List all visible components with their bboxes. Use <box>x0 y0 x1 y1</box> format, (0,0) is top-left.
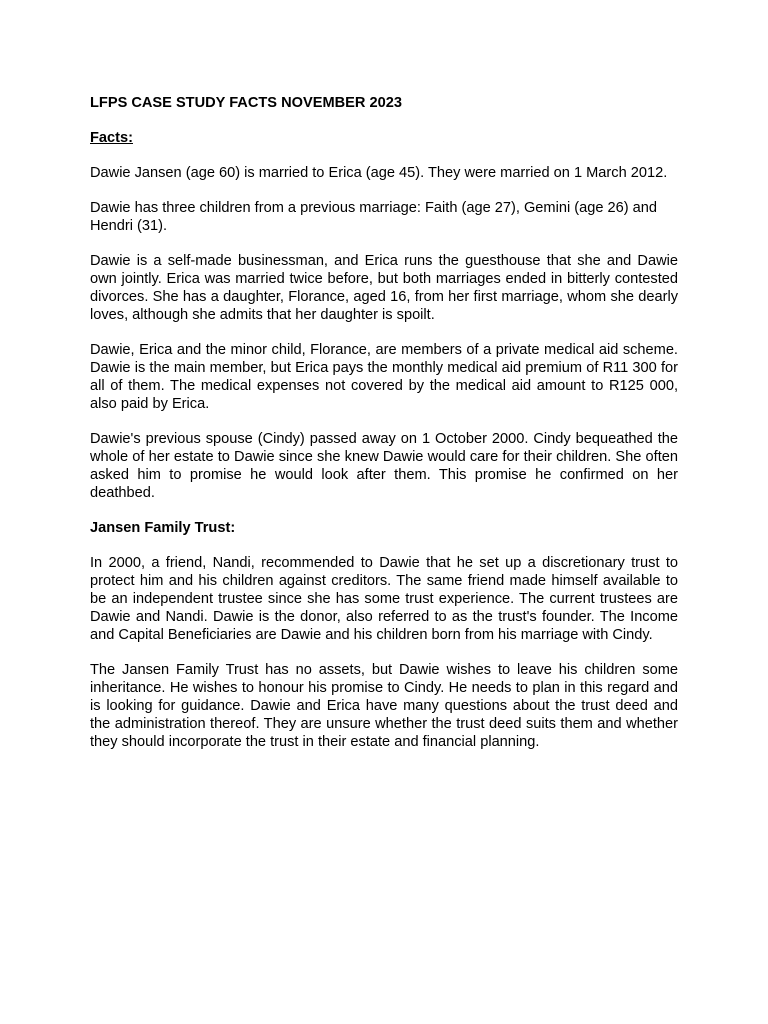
document-title: LFPS CASE STUDY FACTS NOVEMBER 2023 <box>90 95 402 111</box>
facts-paragraph: Dawie has three children from a previous marriage: Faith (age 27), Gemini (age 26) and Hendri (31). <box>90 200 657 234</box>
document-page <box>90 94 678 768</box>
facts-paragraph: Dawie, Erica and the minor child, Florance, are members of a private medical aid scheme. Dawie is the main member, but Erica pays the monthly medical aid premium of R11 300 for all of them. The medical expenses not covered by the medical aid amount to R125 000, also paid by Erica. <box>90 342 678 412</box>
trust-heading: Jansen Family Trust: <box>90 520 236 536</box>
trust-paragraph: In 2000, a friend, Nandi, recommended to Dawie that he set up a discretionary trust to protect him and his children against creditors. The same friend made himself available to be an independent trustee since she has some trust experience. The current trustees are Dawie and Nandi. Dawie is the donor, also referred to as the trust's founder. The Income and Capital Beneficiaries are Dawie and his children born from his marriage with Cindy. <box>90 555 678 643</box>
facts-paragraph: Dawie's previous spouse (Cindy) passed away on 1 October 2000. Cindy bequeathed the whole of her estate to Dawie since she knew Dawie would care for their children. She often asked him to promise he would look after them. This promise he confirmed on her deathbed. <box>90 431 678 501</box>
facts-paragraph: Dawie Jansen (age 60) is married to Erica (age 45). They were married on 1 March 2012. <box>90 165 668 181</box>
facts-paragraph: Dawie is a self-made businessman, and Erica runs the guesthouse that she and Dawie own jointly. Erica was married twice before, but both marriages ended in bitterly contested divorces. She has a daughter, Florance, aged 16, from her first marriage, whom she dearly loves, although she admits that her daughter is spoilt. <box>90 253 678 323</box>
trust-paragraph: The Jansen Family Trust has no assets, but Dawie wishes to leave his children some inheritance. He wishes to honour his promise to Cindy. He needs to plan in this regard and is looking for guidance. Dawie and Erica have many questions about the trust deed and the administration thereof. They are unsure whether the trust deed suits them and whether they should incorporate the trust in their estate and financial planning. <box>90 662 678 750</box>
facts-heading: Facts: <box>90 130 133 146</box>
